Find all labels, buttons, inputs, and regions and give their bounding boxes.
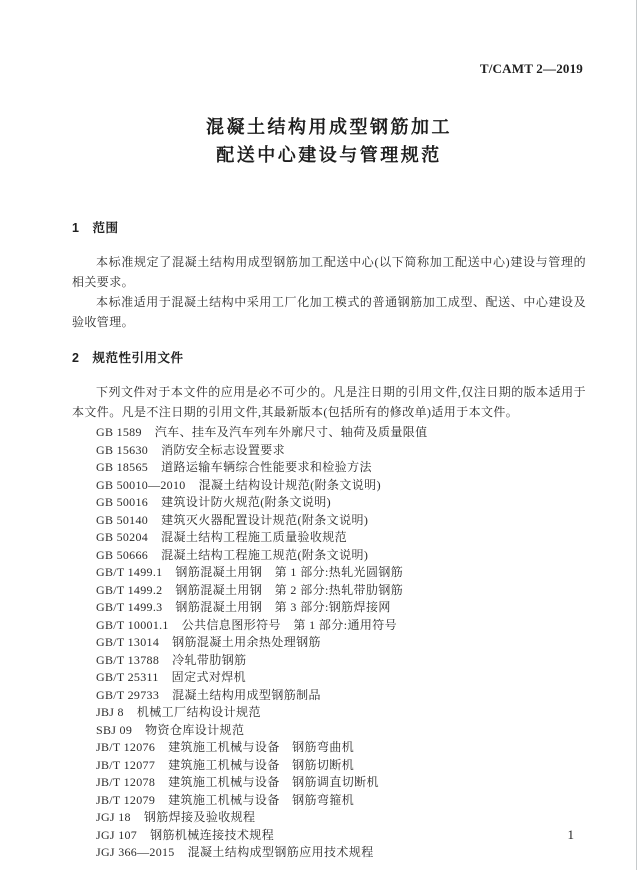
reference-item xyxy=(96,599,586,617)
reference-code: GB/T 25311 xyxy=(96,670,159,684)
reference-title: 混凝土结构设计规范(附条文说明) xyxy=(198,477,381,492)
reference-item xyxy=(96,827,586,845)
reference-item xyxy=(96,547,586,565)
reference-code: GB 50016 xyxy=(96,495,149,509)
reference-title: 混凝土结构用成型钢筋制品 xyxy=(172,687,321,702)
reference-code: GB 18565 xyxy=(96,460,149,474)
reference-code: JGJ 18 xyxy=(96,810,131,824)
references-intro-paragraph: 下列文件对于本文件的应用是必不可少的。凡是注日期的引用文件,仅注日期的版本适用于本文件。凡是不注日期的引用文件,其最新版本(包括所有的修改单)适用于本文件。 xyxy=(72,385,586,419)
reference-code: GB/T 13788 xyxy=(96,652,160,667)
reference-item xyxy=(96,529,586,547)
reference-item xyxy=(96,582,586,600)
reference-item xyxy=(96,442,586,460)
reference-code: JGJ 107 xyxy=(96,827,138,842)
reference-item xyxy=(96,704,586,722)
reference-title: 钢筋焊接及验收规程 xyxy=(143,810,256,824)
reference-item xyxy=(96,739,586,757)
reference-title: 固定式对焊机 xyxy=(171,670,247,684)
reference-code: GB/T 1499.1 xyxy=(96,565,163,579)
reference-item xyxy=(96,757,586,775)
reference-item xyxy=(96,722,586,740)
reference-code: JB/T 12076 xyxy=(96,740,156,754)
reference-title: 建筑施工机械与设备 钢筋切断机 xyxy=(168,757,355,772)
reference-code: GB 1589 xyxy=(96,425,142,439)
reference-title: 钢筋混凝土用钢 第 1 部分:热轧光圆钢筋 xyxy=(175,565,404,579)
reference-item xyxy=(96,844,586,862)
reference-item xyxy=(96,512,586,530)
reference-title: 混凝土结构成型钢筋应用技术规程 xyxy=(187,845,374,859)
reference-title: 物资仓库设计规范 xyxy=(145,722,245,737)
reference-title: 建筑灭火器配置设计规范(附条文说明) xyxy=(161,512,369,527)
reference-code: JGJ 366—2015 xyxy=(96,845,175,859)
scope-paragraph-2: 本标准适用于混凝土结构中采用工厂化加工模式的普通钢筋加工成型、配送、中心建设及验收管理。 xyxy=(72,295,586,329)
reference-item xyxy=(96,652,586,670)
reference-title: 钢筋混凝土用钢 第 2 部分:热轧带肋钢筋 xyxy=(175,582,404,597)
reference-list xyxy=(72,424,586,862)
reference-code: GB/T 10001.1 xyxy=(96,617,169,632)
reference-item xyxy=(96,459,586,477)
reference-code: JB/T 12079 xyxy=(96,792,156,807)
reference-code: GB 15630 xyxy=(96,442,149,457)
reference-title: 汽车、挂车及汽车列车外廓尺寸、轴荷及质量限值 xyxy=(154,425,428,439)
reference-item xyxy=(96,634,586,652)
reference-item xyxy=(96,494,586,512)
reference-title: 混凝土结构工程施工规范(附条文说明) xyxy=(161,547,369,562)
page-content xyxy=(0,113,640,862)
reference-title: 钢筋混凝土用余热处理钢筋 xyxy=(172,635,321,649)
reference-title: 公共信息图形符号 第 1 部分:通用符号 xyxy=(181,617,398,632)
section-scope-heading: 1 范围 xyxy=(72,221,119,235)
reference-code: GB/T 29733 xyxy=(96,687,160,702)
reference-code: GB 50204 xyxy=(96,530,149,544)
section-references-heading: 2 规范性引用文件 xyxy=(72,351,184,365)
reference-code: GB 50140 xyxy=(96,512,149,527)
doc-code: T/CAMT 2—2019 xyxy=(479,61,583,76)
reference-title: 建筑施工机械与设备 钢筋调直切断机 xyxy=(168,775,379,789)
reference-code: GB/T 1499.3 xyxy=(96,600,163,614)
doc-title xyxy=(72,113,586,169)
reference-item xyxy=(96,792,586,810)
reference-title: 机械工厂结构设计规范 xyxy=(136,705,261,719)
reference-code: JBJ 8 xyxy=(96,705,124,719)
reference-item xyxy=(96,477,586,495)
reference-item xyxy=(96,564,586,582)
reference-item xyxy=(96,424,586,442)
reference-code: GB/T 13014 xyxy=(96,635,160,649)
reference-code: JB/T 12078 xyxy=(96,775,156,789)
reference-item xyxy=(96,669,586,687)
page-scan-edge xyxy=(636,0,637,870)
reference-code: SBJ 09 xyxy=(96,722,133,737)
doc-title-line-1: 混凝土结构用成型钢筋加工 xyxy=(206,117,452,137)
page-number: 1 xyxy=(567,827,574,842)
scope-paragraph-1: 本标准规定了混凝土结构用成型钢筋加工配送中心(以下简称加工配送中心)建设与管理的相关要求。 xyxy=(72,255,586,289)
reference-item xyxy=(96,617,586,635)
reference-item xyxy=(96,809,586,827)
reference-title: 建筑施工机械与设备 钢筋弯曲机 xyxy=(168,740,355,754)
reference-title: 冷轧带肋钢筋 xyxy=(172,652,247,667)
reference-title: 道路运输车辆综合性能要求和检验方法 xyxy=(161,460,372,474)
reference-code: GB/T 1499.2 xyxy=(96,582,163,597)
section-normative-references xyxy=(72,349,586,862)
reference-item xyxy=(96,687,586,705)
section-scope xyxy=(72,219,586,332)
reference-title: 钢筋混凝土用钢 第 3 部分:钢筋焊接网 xyxy=(175,600,391,614)
doc-title-line-2: 配送中心建设与管理规范 xyxy=(216,145,442,165)
reference-title: 钢筋机械连接技术规程 xyxy=(150,827,275,842)
reference-code: GB 50666 xyxy=(96,547,149,562)
reference-title: 消防安全标志设置要求 xyxy=(161,442,286,457)
reference-code: GB 50010—2010 xyxy=(96,477,186,492)
reference-code: JB/T 12077 xyxy=(96,757,156,772)
reference-title: 混凝土结构工程施工质量验收规范 xyxy=(161,530,348,544)
reference-title: 建筑施工机械与设备 钢筋弯箍机 xyxy=(168,792,355,807)
reference-title: 建筑设计防火规范(附条文说明) xyxy=(161,495,332,509)
reference-item xyxy=(96,774,586,792)
